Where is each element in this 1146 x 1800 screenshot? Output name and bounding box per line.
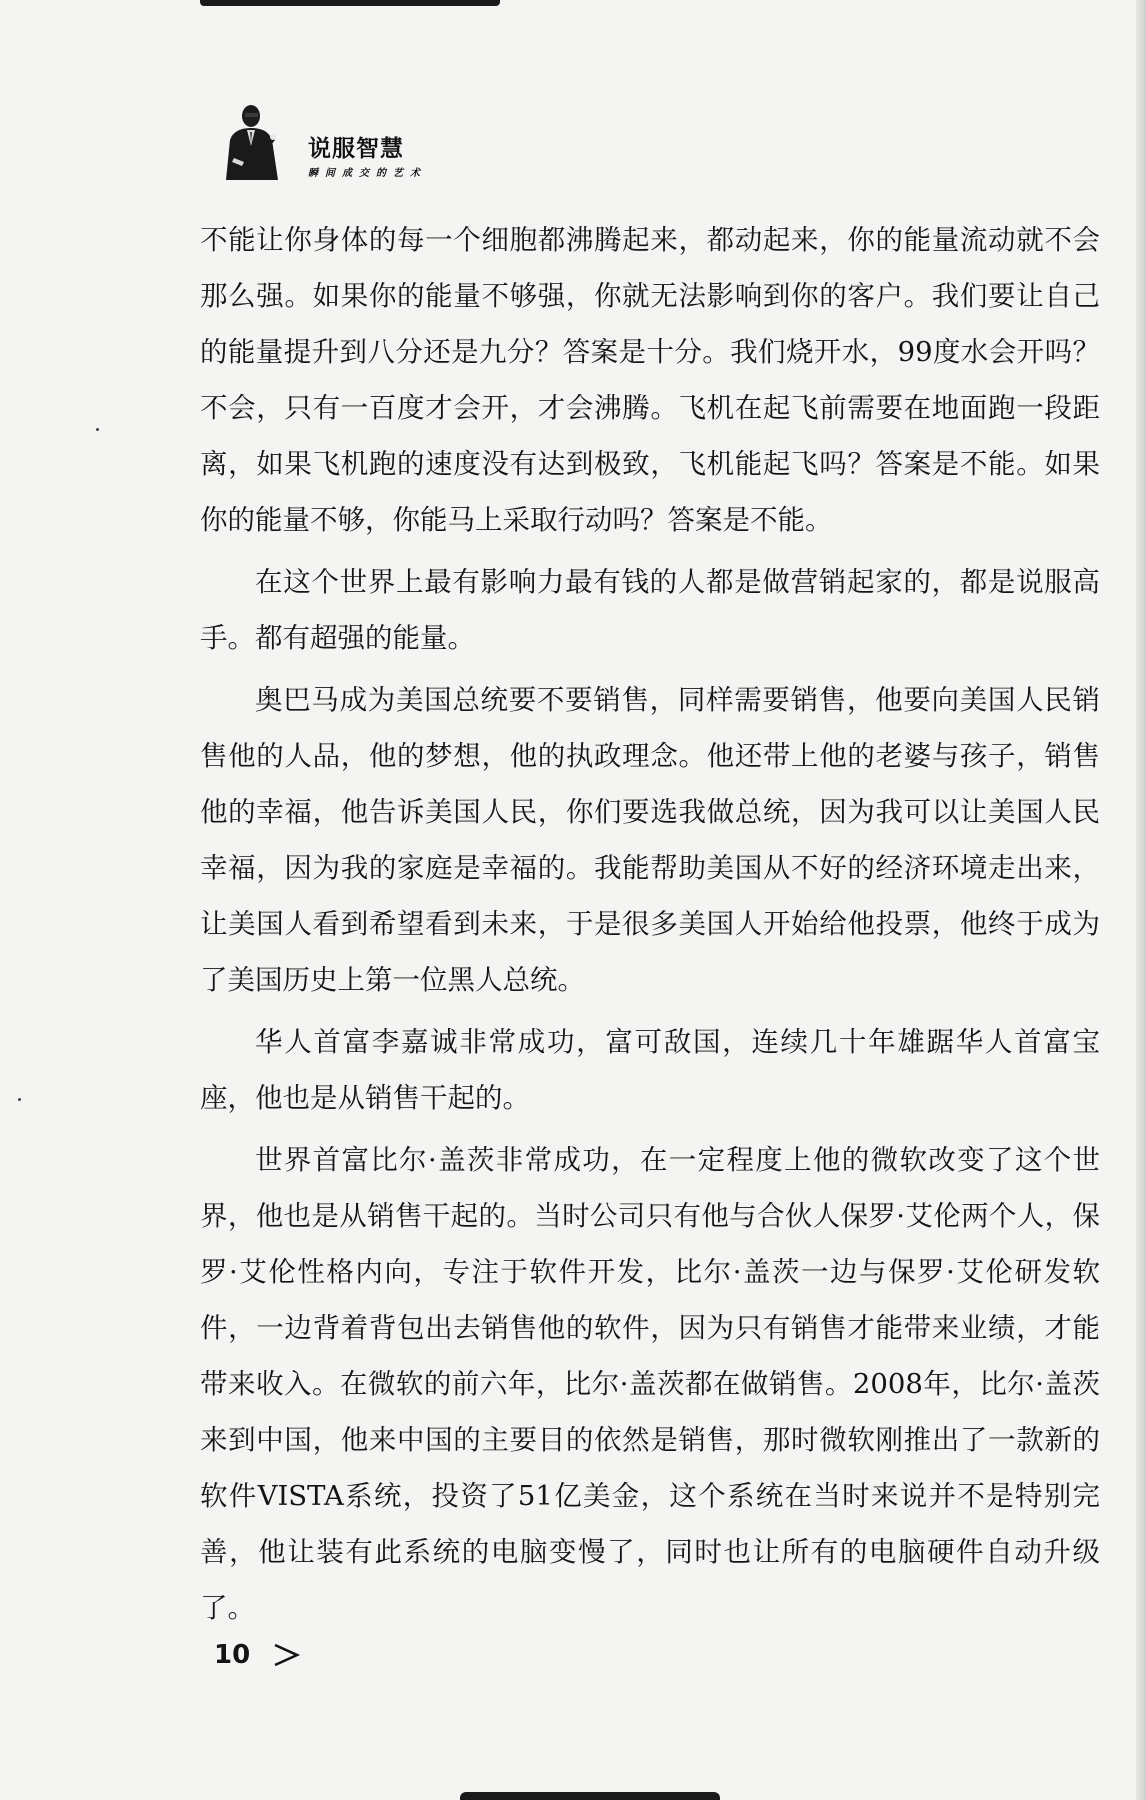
scan-speck: [96, 428, 99, 431]
scan-top-edge: [200, 0, 500, 6]
body-text: [200, 212, 1100, 1642]
paragraph: 奥巴马成为美国总统要不要销售，同样需要销售，他要向美国人民销售他的人品，他的梦想，他的执政理念。他还带上他的老婆与孩子，销售他的幸福，他告诉美国人民，你们要选我做总统，因为我可以让美国人民幸福，因为我的家庭是幸福的。我能帮助美国从不好的经济环境走出来，让美国人看到希望看到未来，于是很多美国人开始给他投票，他终于成为了美国历史上第一位黑人总统。: [200, 684, 1100, 996]
running-header: [220, 100, 620, 190]
paragraph: 华人首富李嘉诚非常成功，富可敌国，连续几十年雄踞华人首富宝座，他也是从销售干起的。: [200, 1026, 1100, 1114]
presenter-figure-icon: [220, 100, 282, 182]
chevron-right-icon: [271, 1640, 301, 1670]
page-footer: [214, 1640, 301, 1670]
paragraph: 世界首富比尔·盖茨非常成功，在一定程度上他的微软改变了这个世界，他也是从销售干起的。当时公司只有他与合伙人保罗·艾伦两个人，保罗·艾伦性格内向，专注于软件开发，比尔·盖茨一边与保罗·艾伦研发软件，一边背着背包出去销售他的软件，因为只有销售才能带来业绩，才能带来收入。在微软的前六年，比尔·盖茨都在做销售。2008年，比尔·盖茨来到中国，他来中国的主要目的依然是销售，那时微软刚推出了一款新的软件VISTA系统，投资了51亿美金，这个系统在当时来说并不是特别完善，他让装有此系统的电脑变慢了，同时也让所有的电脑硬件自动升级了。: [200, 1144, 1100, 1624]
scan-speck: [18, 1098, 21, 1101]
scan-bottom-edge: [460, 1792, 720, 1800]
book-subtitle: 瞬间成交的艺术: [308, 168, 427, 179]
book-title: 说服智慧: [308, 136, 404, 162]
paragraph: 在这个世界上最有影响力最有钱的人都是做营销起家的，都是说服高手。都有超强的能量。: [200, 566, 1100, 654]
paragraph: 不能让你身体的每一个细胞都沸腾起来，都动起来，你的能量流动就不会那么强。如果你的能量不够强，你就无法影响到你的客户。我们要让自己的能量提升到八分还是九分？答案是十分。我们烧开水，99度水会开吗？不会，只有一百度才会开，才会沸腾。飞机在起飞前需要在地面跑一段距离，如果飞机跑的速度没有达到极致，飞机能起飞吗？答案是不能。如果你的能量不够，你能马上采取行动吗？答案是不能。: [200, 224, 1100, 536]
page-number: 10: [214, 1640, 251, 1670]
scan-right-edge: [1136, 0, 1146, 1800]
